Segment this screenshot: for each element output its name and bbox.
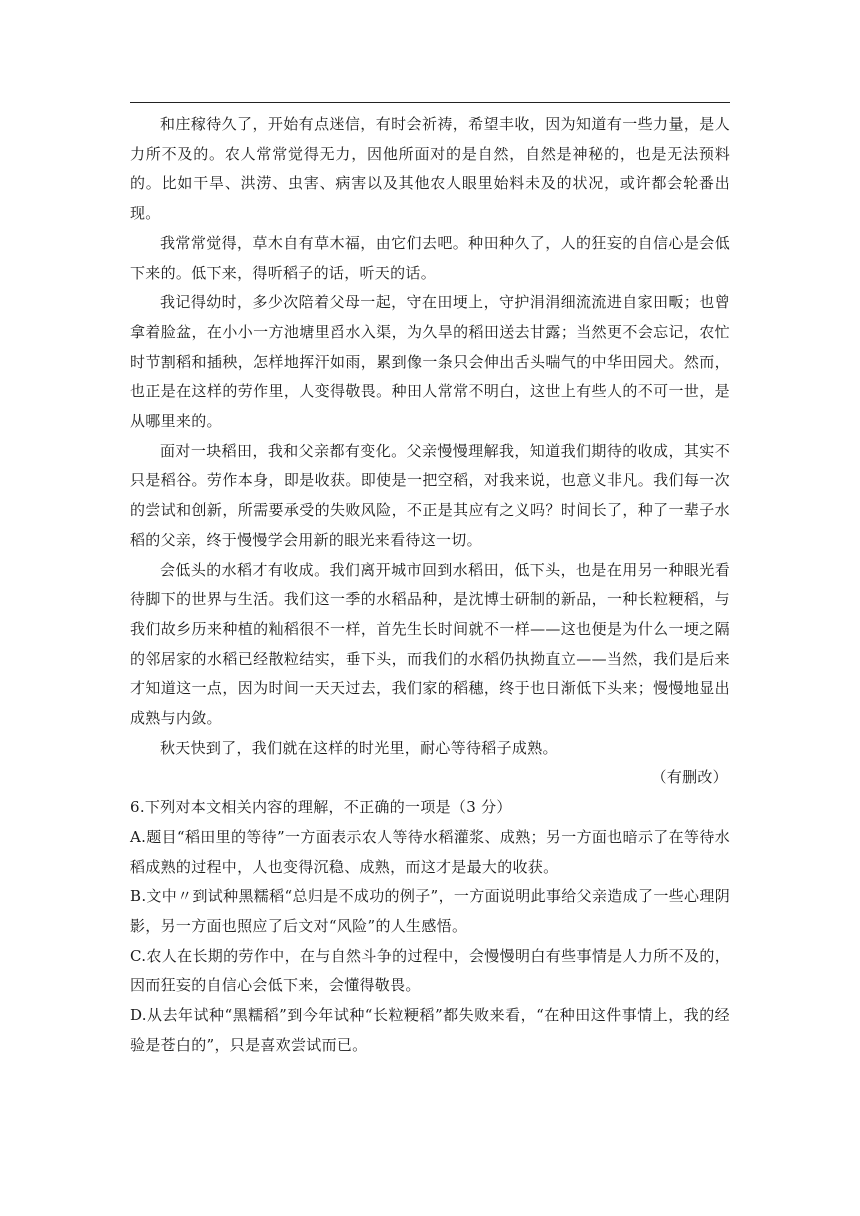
paragraph-5: 会低头的水稻才有收成。我们离开城市回到水稻田，低下头，也是在用另一种眼光看待脚下的世界与生活。我们这一季的水稻品种，是沈博士研制的新品，一种长粒粳稻，与我们故乡历来种植的籼稻很不一样，首先生长时间就不一样——这也便是为什么一埂之隔的邻居家的水稻已经散粒结实，垂下头，而我们的水稻仍执拗直立——当然，我们是后来才知道这一点，因为时间一天天过去，我们家的稻穗，终于也日渐低下头来；慢慢地显出成熟与内敛。 — [130, 560, 730, 728]
option-d: D.从去年试种“黑糯稻”到今年试种“长粒粳稻”都失败来看，“在种田这件事情上，我的经验是苍白的”，只是喜欢尝试而已。 — [130, 1006, 730, 1054]
paragraph-4: 面对一块稻田，我和父亲都有变化。父亲慢慢理解我，知道我们期待的收成，其实不只是稻谷。劳作本身，即是收获。即使是一把空稻，对我来说，也意义非凡。我们每一次的尝试和创新，所需要承受的失败风险，不正是其应有之义吗？时间长了，种了一辈子水稻的父亲，终于慢慢学会用新的眼光来看待这一切。 — [130, 441, 730, 549]
option-c: C.农人在长期的劳作中，在与自然斗争的过程中，会慢慢明白有些事情是人力所不及的，因而狂妄的自信心会低下来，会懂得敬畏。 — [130, 946, 730, 995]
header-rule — [130, 102, 730, 103]
paragraph-1: 和庄稼待久了，开始有点迷信，有时会祈祷，希望丰收，因为知道有一些力量，是人力所不及的。农人常常觉得无力，因他所面对的是自然，自然是神秘的，也是无法预料的。比如干旱、洪涝、虫害、病害以及其他农人眼里始料未及的状况，或许都会轮番出现。 — [130, 115, 730, 223]
paragraph-6: 秋天快到了，我们就在这样的时光里，耐心等待稻子成熟。 — [160, 738, 558, 757]
option-a: A.题目“稻田里的等待”一方面表示农人等待水稻灌浆、成熟；另一方面也暗示了在等待水稻成熟的过程中，人也变得沉稳、成熟，而这才是最大的收获。 — [130, 827, 730, 876]
option-b: B.文中〃到试种黑糯稻“总归是不成功的例子”，一方面说明此事给父亲造成了一些心理阴影，另一方面也照应了后文对“风险”的人生感悟。 — [130, 887, 730, 935]
paragraph-2: 我常常觉得，草木自有草木福，由它们去吧。种田种久了，人的狂妄的自信心是会低下来的。低下来，得听稻子的话，听天的话。 — [130, 233, 730, 282]
paragraph-3: 我记得幼时，多少次陪着父母一起，守在田埂上，守护涓涓细流流进自家田畈；也曾拿着脸盆，在小小一方池塘里舀水入渠，为久旱的稻田送去甘露；当然更不会忘记，农忙时节割稻和插秧，怎样地挥汗如雨，累到像一条只会伸出舌头喘气的中华田园犬。然而，也正是在这样的劳作里，人变得敬畏。种田人常常不明白，这世上有些人的不可一世，是从哪里来的。 — [130, 293, 730, 431]
document-body — [130, 110, 730, 1061]
question-6: 6.下列对本文相关内容的理解，不正确的一项是（3 分） — [130, 798, 512, 817]
source-note: （有删改） — [651, 768, 728, 787]
